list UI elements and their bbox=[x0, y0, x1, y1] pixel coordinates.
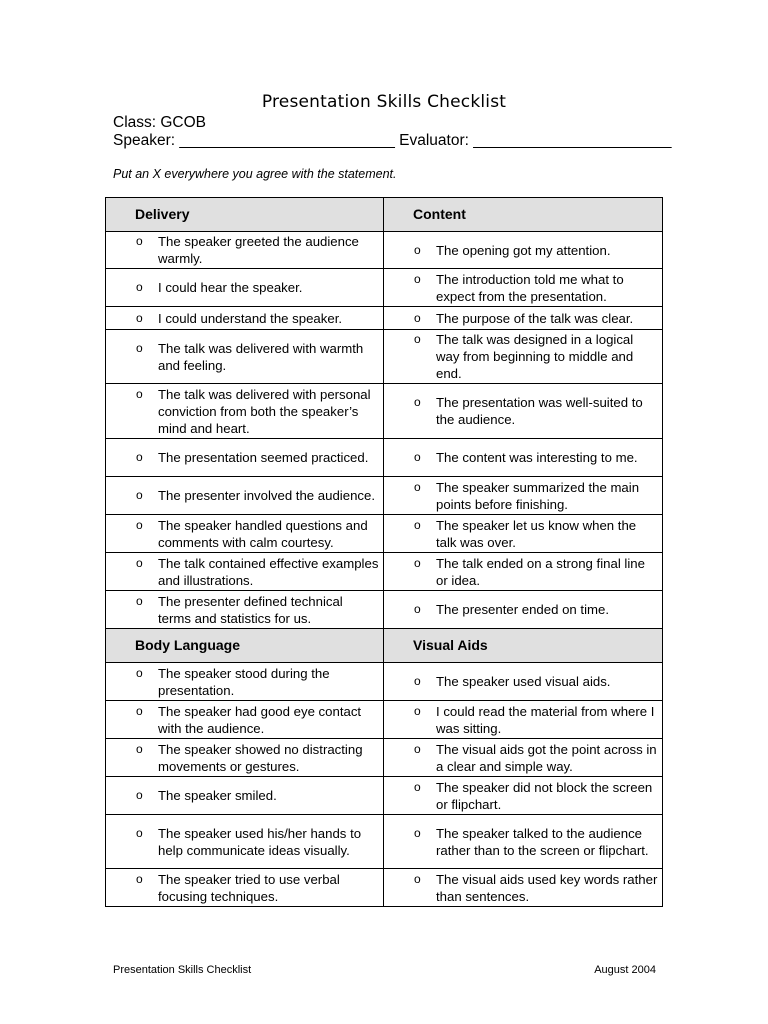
checkbox-bullet-icon[interactable]: o bbox=[414, 703, 421, 718]
checklist-cell[interactable] bbox=[384, 663, 663, 701]
checklist-statement: The speaker talked to the audience rather than to the screen or flipchart. bbox=[436, 825, 649, 858]
checklist-item bbox=[384, 330, 662, 383]
instruction-text: Put an X everywhere you agree with the statement. bbox=[113, 167, 397, 181]
checklist-statement: The speaker had good eye contact with the audience. bbox=[158, 703, 362, 736]
checklist-cell[interactable] bbox=[384, 439, 663, 477]
checkbox-bullet-icon[interactable]: o bbox=[136, 488, 143, 502]
checklist-row bbox=[106, 439, 663, 477]
checklist-cell[interactable] bbox=[106, 777, 384, 815]
checklist-row bbox=[106, 232, 663, 269]
checklist-statement: The opening got my attention. bbox=[436, 242, 611, 258]
checklist-row bbox=[106, 269, 663, 307]
checkbox-bullet-icon[interactable]: o bbox=[414, 555, 421, 570]
checklist-statement: The speaker let us know when the talk was over. bbox=[436, 517, 637, 550]
checklist-cell[interactable] bbox=[106, 591, 384, 629]
checklist-statement: The speaker did not block the screen or flipchart. bbox=[436, 779, 653, 812]
checkbox-bullet-icon[interactable]: o bbox=[136, 555, 143, 570]
checkbox-bullet-icon[interactable]: o bbox=[136, 310, 143, 325]
checklist-statement: I could hear the speaker. bbox=[158, 280, 303, 295]
checklist-row bbox=[106, 591, 663, 629]
checklist-cell[interactable] bbox=[106, 869, 384, 907]
checklist-table bbox=[105, 197, 663, 907]
checklist-item bbox=[106, 702, 383, 738]
footer-right: August 2004 bbox=[594, 964, 656, 976]
checklist-row bbox=[106, 663, 663, 701]
checklist-row bbox=[106, 869, 663, 907]
checklist-row bbox=[106, 739, 663, 777]
checklist-cell[interactable] bbox=[106, 232, 384, 269]
section-heading: Content bbox=[384, 198, 663, 232]
checklist-statement: The speaker smiled. bbox=[158, 788, 277, 803]
checkbox-bullet-icon[interactable]: o bbox=[414, 450, 421, 464]
checklist-item bbox=[106, 554, 383, 590]
checklist-item bbox=[384, 672, 662, 691]
checklist-row bbox=[106, 815, 663, 869]
checklist-cell[interactable] bbox=[106, 439, 384, 477]
checklist-cell[interactable] bbox=[106, 553, 384, 591]
checklist-item bbox=[106, 232, 383, 268]
checklist-item bbox=[384, 740, 662, 776]
checklist-item bbox=[384, 600, 662, 619]
checklist-statement: The talk was delivered with personal conviction from both the speaker’s mind and heart. bbox=[158, 386, 371, 436]
checklist-cell[interactable] bbox=[384, 739, 663, 777]
checklist-statement: The visual aids got the point across in a clear and simple way. bbox=[436, 741, 657, 774]
checklist-cell[interactable] bbox=[384, 591, 663, 629]
checkbox-bullet-icon[interactable]: o bbox=[414, 517, 421, 532]
checklist-item bbox=[384, 241, 662, 260]
checklist-cell[interactable] bbox=[384, 777, 663, 815]
checkbox-bullet-icon[interactable]: o bbox=[414, 779, 421, 794]
checklist-item bbox=[106, 870, 383, 906]
checklist-statement: I could understand the speaker. bbox=[158, 310, 343, 326]
page-title: Presentation Skills Checklist bbox=[261, 92, 507, 112]
checklist-item bbox=[106, 786, 383, 805]
checklist-cell[interactable] bbox=[106, 515, 384, 553]
checkbox-bullet-icon[interactable]: o bbox=[414, 332, 421, 346]
checkbox-bullet-icon[interactable]: o bbox=[136, 280, 143, 294]
checklist-cell[interactable] bbox=[384, 307, 663, 330]
checkbox-bullet-icon[interactable]: o bbox=[136, 788, 143, 802]
checkbox-bullet-icon[interactable]: o bbox=[136, 450, 143, 464]
checklist-row bbox=[106, 553, 663, 591]
checklist-cell[interactable] bbox=[384, 701, 663, 739]
checklist-statement: The talk ended on a strong final line or idea. bbox=[436, 555, 645, 588]
checklist-item bbox=[106, 309, 383, 328]
section-header-row bbox=[106, 629, 663, 663]
checklist-cell[interactable] bbox=[106, 307, 384, 330]
speaker-evaluator-line: Speaker: _________________________ Evaluator: _______________________ bbox=[113, 132, 672, 149]
checklist-row bbox=[106, 384, 663, 439]
checklist-statement: The presenter ended on time. bbox=[436, 602, 610, 617]
checklist-item bbox=[106, 448, 383, 467]
checklist-row bbox=[106, 777, 663, 815]
checklist-statement: The speaker used his/her hands to help communicate ideas visually. bbox=[158, 825, 362, 858]
checklist-cell[interactable] bbox=[384, 330, 663, 384]
checklist-cell[interactable] bbox=[106, 269, 384, 307]
checklist-item bbox=[106, 385, 383, 438]
checklist-row bbox=[106, 515, 663, 553]
checkbox-bullet-icon[interactable]: o bbox=[136, 340, 143, 355]
checklist-statement: The presentation was well-suited to the audience. bbox=[436, 395, 643, 427]
checklist-statement: The speaker stood during the presentation. bbox=[158, 665, 330, 698]
checklist-item bbox=[106, 516, 383, 552]
checklist-cell[interactable] bbox=[384, 553, 663, 591]
checkbox-bullet-icon[interactable]: o bbox=[136, 665, 143, 680]
checklist-statement: The talk was delivered with warmth and feeling. bbox=[158, 340, 364, 373]
checklist-cell[interactable] bbox=[384, 384, 663, 439]
checklist-cell[interactable] bbox=[106, 815, 384, 869]
checklist-cell[interactable] bbox=[106, 663, 384, 701]
checklist-cell[interactable] bbox=[384, 869, 663, 907]
checklist-cell[interactable] bbox=[384, 515, 663, 553]
checkbox-bullet-icon[interactable]: o bbox=[136, 703, 143, 718]
checklist-cell[interactable] bbox=[106, 384, 384, 439]
checklist-item bbox=[384, 702, 662, 738]
checklist-item bbox=[106, 824, 383, 860]
checklist-row bbox=[106, 307, 663, 330]
checkbox-bullet-icon[interactable]: o bbox=[136, 386, 143, 401]
checkbox-bullet-icon[interactable]: o bbox=[136, 825, 143, 840]
checkbox-bullet-icon[interactable]: o bbox=[414, 395, 421, 409]
checklist-item bbox=[384, 448, 662, 467]
checkbox-bullet-icon[interactable]: o bbox=[414, 310, 421, 325]
checklist-cell[interactable] bbox=[106, 701, 384, 739]
checklist-cell[interactable] bbox=[106, 739, 384, 777]
checklist-item bbox=[384, 778, 662, 814]
checklist-cell[interactable] bbox=[384, 269, 663, 307]
checklist-statement: The introduction told me what to expect from the presentation. bbox=[436, 271, 624, 304]
checklist-item bbox=[106, 664, 383, 700]
checklist-cell[interactable] bbox=[106, 330, 384, 384]
checklist-statement: The speaker tried to use verbal focusing techniques. bbox=[158, 871, 340, 904]
checkbox-bullet-icon[interactable]: o bbox=[136, 741, 143, 756]
checklist-statement: The speaker handled questions and comments with calm courtesy. bbox=[158, 517, 368, 550]
checklist-statement: The presentation seemed practiced. bbox=[158, 450, 369, 465]
checklist-cell[interactable] bbox=[384, 477, 663, 515]
section-heading: Visual Aids bbox=[384, 629, 663, 663]
checklist-item bbox=[384, 870, 662, 906]
checklist-item bbox=[384, 554, 662, 590]
checklist-item bbox=[384, 309, 662, 328]
checklist-statement: The speaker used visual aids. bbox=[436, 674, 611, 689]
section-heading: Delivery bbox=[106, 198, 384, 232]
checklist-item bbox=[106, 592, 383, 628]
checkbox-bullet-icon[interactable]: o bbox=[136, 234, 143, 248]
checklist-statement: I could read the material from where I was sitting. bbox=[436, 703, 655, 736]
checklist-statement: The visual aids used key words rather than sentences. bbox=[436, 871, 658, 904]
checkbox-bullet-icon[interactable]: o bbox=[414, 242, 421, 257]
checkbox-bullet-icon[interactable]: o bbox=[414, 602, 421, 616]
checklist-item bbox=[384, 516, 662, 552]
checkbox-bullet-icon[interactable]: o bbox=[136, 517, 143, 532]
checklist-item bbox=[106, 740, 383, 776]
checklist-statement: The speaker showed no distracting movements or gestures. bbox=[158, 741, 363, 774]
checklist-statement: The content was interesting to me. bbox=[436, 450, 638, 465]
checklist-statement: The talk contained effective examples and illustrations. bbox=[158, 555, 379, 588]
class-line: Class: GCOB bbox=[113, 114, 207, 131]
checklist-row bbox=[106, 330, 663, 384]
checklist-row bbox=[106, 701, 663, 739]
checkbox-bullet-icon[interactable]: o bbox=[136, 593, 143, 608]
section-header-row bbox=[106, 198, 663, 232]
checklist-row bbox=[106, 477, 663, 515]
checkbox-bullet-icon[interactable]: o bbox=[414, 479, 421, 494]
checkbox-bullet-icon[interactable]: o bbox=[414, 825, 421, 840]
checklist-statement: The presenter involved the audience. bbox=[158, 488, 376, 503]
checklist-item bbox=[106, 339, 383, 375]
checklist-statement: The presenter defined technical terms and statistics for us. bbox=[158, 593, 343, 626]
checklist-cell[interactable] bbox=[384, 232, 663, 269]
checklist-statement: The speaker greeted the audience warmly. bbox=[158, 234, 359, 266]
checkbox-bullet-icon[interactable]: o bbox=[414, 741, 421, 756]
footer-left: Presentation Skills Checklist bbox=[113, 964, 252, 976]
checklist-item bbox=[384, 270, 662, 306]
checklist-item bbox=[384, 393, 662, 429]
checkbox-bullet-icon[interactable]: o bbox=[136, 871, 143, 886]
checklist-cell[interactable] bbox=[384, 815, 663, 869]
checklist-cell[interactable] bbox=[106, 477, 384, 515]
checkbox-bullet-icon[interactable]: o bbox=[414, 871, 421, 886]
checkbox-bullet-icon[interactable]: o bbox=[414, 271, 421, 286]
section-heading: Body Language bbox=[106, 629, 384, 663]
checkbox-bullet-icon[interactable]: o bbox=[414, 674, 421, 688]
checklist-statement: The speaker summarized the main points before finishing. bbox=[436, 479, 640, 512]
checklist-item bbox=[384, 824, 662, 860]
checklist-item bbox=[384, 478, 662, 514]
checklist-statement: The talk was designed in a logical way from beginning to middle and end. bbox=[436, 332, 634, 381]
checklist-statement: The purpose of the talk was clear. bbox=[436, 310, 634, 326]
checklist-item bbox=[106, 486, 383, 505]
checklist-item bbox=[106, 278, 383, 297]
